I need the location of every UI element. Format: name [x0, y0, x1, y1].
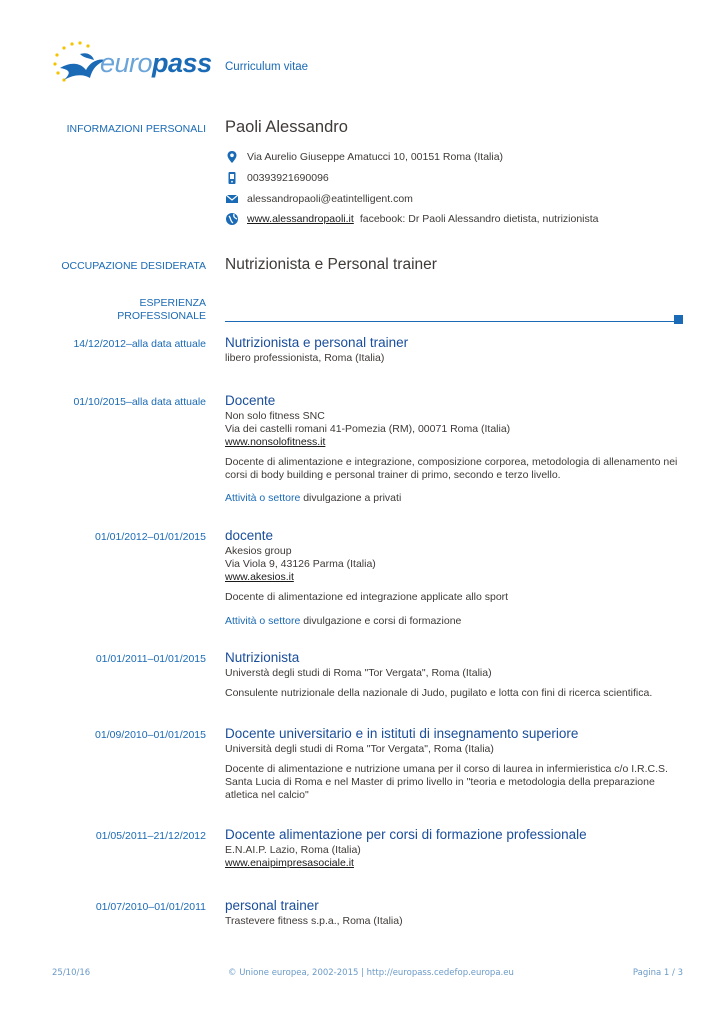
email-row	[225, 192, 413, 206]
entry-3-link[interactable]: www.akesios.it	[225, 571, 294, 583]
doc-type: Curriculum vitae	[225, 61, 309, 73]
entry-2-description: Docente di alimentazione e integrazione, composizione corporea, metodologia di allenamento nei corsi di body building e personal trainer di primo, secondo e terzo livello.	[225, 456, 678, 481]
entry-5-title: Docente universitario e in istituti di insegnamento superiore	[225, 726, 579, 741]
entry-6-title: Docente alimentazione per corsi di formazione professionale	[225, 827, 587, 842]
entry-7-dates: 01/07/2010–01/01/2011	[95, 901, 206, 913]
email-text[interactable]: alessandropaoli@eatintelligent.com	[247, 193, 413, 205]
entry-4-dates: 01/01/2011–01/01/2015	[95, 653, 206, 665]
desired-occupation-label: OCCUPAZIONE DESIDERATA	[61, 260, 206, 272]
entry-4-employer: Universtà degli studi di Roma "Tor Vergata", Roma (Italia)	[225, 667, 492, 679]
entry-3-description: Docente di alimentazione ed integrazione applicate allo sport	[225, 591, 509, 603]
logo-text-euro: euro	[100, 48, 153, 78]
entry-6-dates: 01/05/2011–21/12/2012	[95, 830, 206, 842]
phone-text[interactable]: 00393921690096	[247, 172, 329, 184]
website-link[interactable]: www.alessandropaoli.it	[247, 213, 354, 225]
entry-2-sector-label: Attività o settore	[225, 492, 301, 504]
entry-3-dates: 01/01/2012–01/01/2015	[95, 531, 206, 543]
footer-copyright: © Unione europea, 2002-2015 | http://europass.cedefop.europa.eu	[228, 968, 514, 978]
entry-2-title: Docente	[225, 393, 276, 408]
europass-logo	[50, 40, 210, 90]
entry-2-address: Via dei castelli romani 41-Pomezia (RM), 00071 Roma (Italia)	[225, 423, 511, 435]
entry-5-employer: Università degli studi di Roma "Tor Vergata", Roma (Italia)	[225, 743, 494, 755]
entry-7	[225, 898, 685, 928]
personal-info-label: INFORMAZIONI PERSONALI	[66, 123, 206, 135]
entry-3	[225, 528, 685, 628]
desired-occupation-value: Nutrizionista e Personal trainer	[225, 256, 437, 273]
address-row	[225, 150, 503, 164]
person-name: Paoli Alessandro	[225, 118, 348, 136]
entry-1-employer: libero professionista, Roma (Italia)	[225, 352, 385, 364]
entry-2-link[interactable]: www.nonsolofitness.it	[225, 436, 326, 448]
entry-5-description: Docente di alimentazione e nutrizione umana per il corso di laurea in infermieristica c/o I.R.C.S. Santa Lucia di Roma e nel Master di primo livello in "teoria e metodologia della preparazione atletica nel calcio"	[225, 763, 668, 801]
footer-page: Pagina 1 / 3	[632, 968, 683, 978]
section-divider	[225, 321, 674, 322]
social-text: facebook: Dr Paoli Alessandro dietista, nutrizionista	[359, 213, 599, 225]
location-pin-icon	[225, 150, 239, 164]
website-row	[225, 212, 599, 226]
entry-6	[225, 827, 685, 870]
entry-3-employer: Akesios group	[225, 545, 292, 557]
experience-label	[117, 297, 206, 323]
entry-4	[225, 650, 685, 700]
address-text: Via Aurelio Giuseppe Amatucci 10, 00151 Roma (Italia)	[247, 151, 504, 163]
entry-6-link[interactable]: www.enaipimpresasociale.it	[225, 857, 354, 869]
entry-1-dates: 14/12/2012–alla data attuale	[73, 338, 206, 350]
experience-label-line1: ESPERIENZA	[139, 297, 206, 309]
entry-6-employer: E.N.AI.P. Lazio, Roma (Italia)	[225, 844, 361, 856]
entry-1	[225, 335, 685, 365]
entry-2	[225, 393, 685, 505]
entry-2-dates: 01/10/2015–alla data attuale	[73, 396, 206, 408]
entry-7-employer: Trastevere fitness s.p.a., Roma (Italia)	[225, 915, 403, 927]
entry-7-title: personal trainer	[225, 898, 319, 913]
entry-4-description: Consulente nutrizionale della nazionale di Judo, pugilato e lotta con fini di ricerca scientifica.	[225, 687, 653, 699]
entry-3-sector-label: Attività o settore	[225, 615, 301, 627]
phone-row	[225, 171, 329, 185]
entry-5	[225, 726, 690, 802]
entry-3-address: Via Viola 9, 43126 Parma (Italia)	[225, 558, 376, 570]
entry-3-sector: divulgazione e corsi di formazione	[303, 615, 462, 627]
experience-label-line2: PROFESSIONALE	[117, 310, 206, 322]
entry-1-title: Nutrizionista e personal trainer	[225, 335, 409, 350]
globe-icon	[225, 212, 239, 226]
logo-text-pass: pass	[152, 48, 212, 78]
entry-2-sector: divulgazione a privati	[303, 492, 402, 504]
entry-4-title: Nutrizionista	[225, 650, 300, 665]
footer-date: 25/10/16	[52, 968, 91, 978]
entry-5-dates: 01/09/2010–01/01/2015	[95, 729, 206, 741]
email-icon	[225, 192, 239, 206]
section-divider-square	[674, 315, 683, 324]
entry-2-employer: Non solo fitness SNC	[225, 410, 325, 422]
mobile-phone-icon	[225, 171, 239, 185]
entry-3-title: docente	[225, 528, 274, 543]
